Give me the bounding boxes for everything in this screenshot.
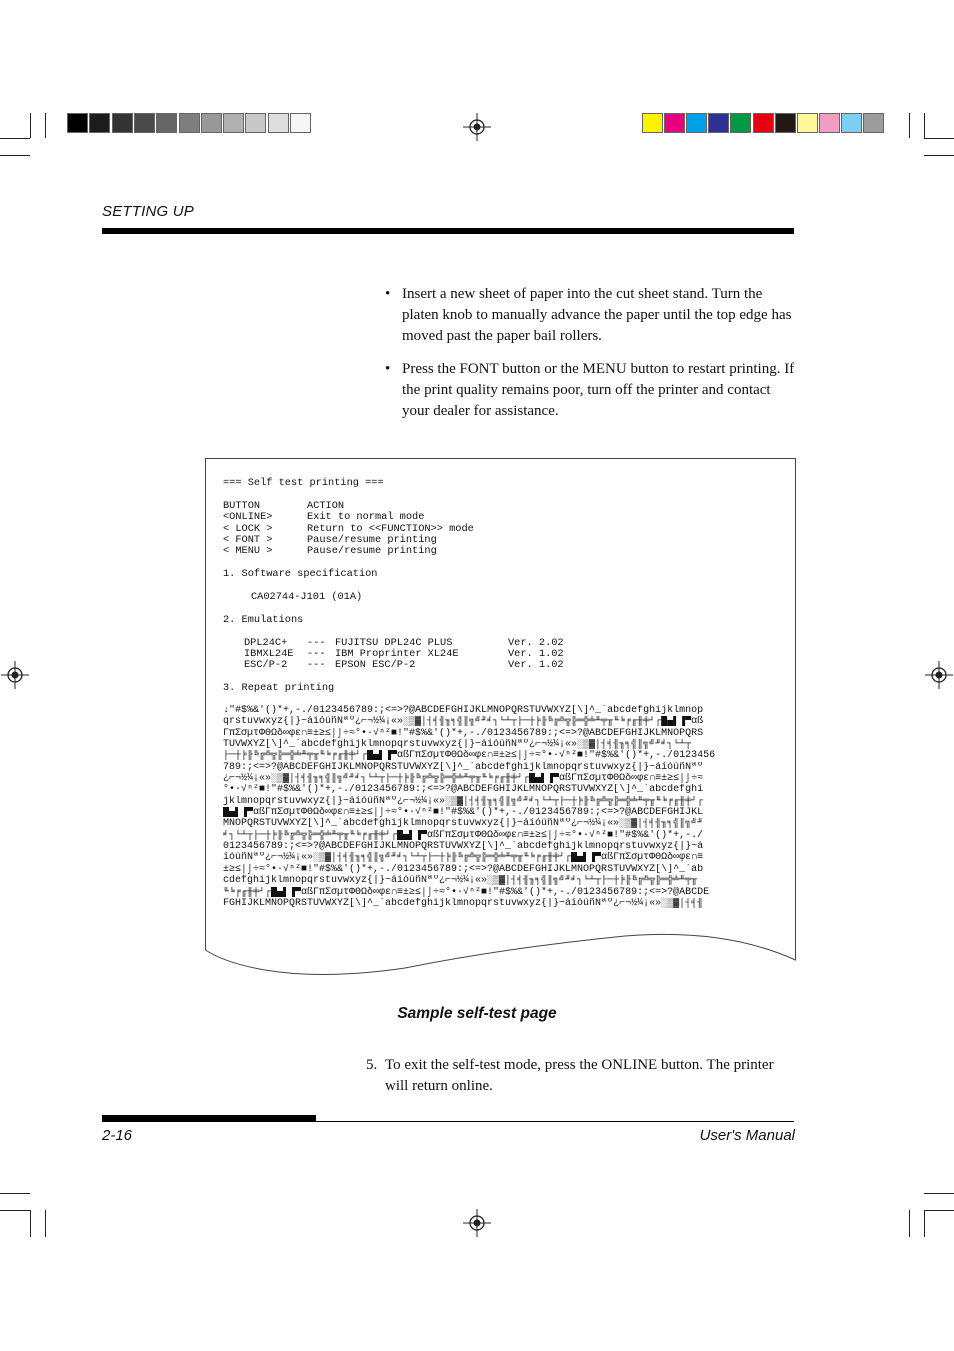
emulation-version: Ver. 2.02 bbox=[508, 637, 564, 649]
emulation-code: DPL24C+ bbox=[244, 637, 288, 649]
color-swatch bbox=[863, 113, 884, 133]
color-swatch bbox=[841, 113, 862, 133]
crop-mark bbox=[924, 1193, 954, 1194]
crop-mark bbox=[924, 1210, 954, 1211]
repeat-printing-line: ╙╘╒╓╫╪┘┌█▄▌▐▀αßΓπΣσµτΦΘΩδ∞φε∩≡±≥≤⌠⌡÷≈°•·√ⁿ²■!"#$%&'()*+,-./0123456789:;<=>?@ABCDE bbox=[223, 886, 710, 898]
crop-mark bbox=[0, 1193, 30, 1194]
crop-mark bbox=[30, 1210, 31, 1237]
repeat-printing-line: cdefghijklmnopqrstuvwxyz{|}~áíóúñÑªº¿⌐¬½¼¡«»░▒▓│┤╡╢╖╕╣║╗╝╜╛┐└┴┬├─┼╞╟╚╔╩╦╠═╬╧╨╤╥ bbox=[223, 875, 698, 887]
repeat-printing-line: qrstuvwxyz{|}~áíóúñÑªº¿⌐¬½¼¡«»░▒▓│┤╡╢╖╕╣║╗╝╜╛┐└┴┬├─┼╞╟╚╔╩╦╠═╬╧╨╤╥╙╘╒╓╫╪┘┌█▄▌▐▀αß bbox=[223, 716, 704, 728]
header-rule bbox=[102, 228, 794, 234]
repeat-printing-line: ├─┼╞╟╚╔╩╦╠═╬╧╨╤╥╙╘╒╓╫╪┘┌█▄▌▐▀αßΓπΣσµτΦΘΩδ∞φε∩≡±≥≤⌠⌡÷≈°•·√ⁿ²■!"#$%&'()*+,-./0123456 bbox=[223, 750, 716, 762]
crop-mark bbox=[924, 138, 954, 139]
repeat-printing-line: íóúñÑªº¿⌐¬½¼¡«»░▒▓│┤╡╢╖╕╣║╗╝╜╛┐└┴┬├─┼╞╟╚╔╩╦╠═╬╧╨╤╥╙╘╒╓╫╪┘┌█▄▌▐▀αßΓπΣσµτΦΘΩδ∞φε∩≡ bbox=[223, 852, 704, 864]
button-label: <ONLINE> bbox=[223, 511, 273, 523]
repeat-printing-line: 789:;<=>?@ABCDEFGHIJKLMNOPQRSTUVWXYZ[\]^_`abcdefghijklmnopqrstuvwxyz{|}~áíóúñÑªº bbox=[223, 761, 704, 773]
color-swatch bbox=[708, 113, 729, 133]
action-label: Pause/resume printing bbox=[307, 534, 437, 546]
self-test-banner: === Self test printing === bbox=[223, 477, 384, 489]
action-label: Pause/resume printing bbox=[307, 545, 437, 557]
color-swatch bbox=[642, 113, 663, 133]
emulation-code: ESC/P-2 bbox=[244, 659, 288, 671]
crop-mark bbox=[0, 1210, 30, 1211]
crop-mark bbox=[45, 1210, 46, 1237]
gray-swatch bbox=[290, 113, 311, 133]
button-label: < FONT > bbox=[223, 534, 273, 546]
list-item bbox=[385, 284, 795, 347]
gray-swatch bbox=[245, 113, 266, 133]
bullet-text: Press the FONT button or the MENU button to restart printing. If the print quality remains poor, turn off the printer and contact your dealer for assistance. bbox=[402, 361, 795, 419]
repeat-printing-line: ╛┐└┴┬├─┼╞╟╚╔╩╦╠═╬╧╨╤╥╙╘╒╓╫╪┘┌█▄▌▐▀αßΓπΣσµτΦΘΩδ∞φε∩≡±≥≤⌠⌡÷≈°•·√ⁿ²■!"#$%&'()*+,-./ bbox=[223, 829, 704, 841]
section-title: SETTING UP bbox=[102, 203, 195, 220]
emulation-name: EPSON ESC/P-2 bbox=[335, 659, 416, 671]
crop-mark bbox=[0, 138, 30, 139]
gray-swatch bbox=[134, 113, 155, 133]
bullet-icon: • bbox=[385, 286, 391, 302]
repeat-printing-line: ↓"#$%&'()*+,-./0123456789:;<=>?@ABCDEFGHIJKLMNOPQRSTUVWXYZ[\]^_`abcdefghijklmnop bbox=[223, 705, 704, 716]
registration-mark-icon bbox=[1, 661, 29, 689]
bullet-list bbox=[385, 284, 795, 434]
registration-mark-icon bbox=[925, 661, 953, 689]
emulation-name: IBM Proprinter XL24E bbox=[335, 648, 459, 660]
color-swatch bbox=[686, 113, 707, 133]
emulation-version: Ver. 1.02 bbox=[508, 648, 564, 660]
repeat-printing-line: ΓπΣσµτΦΘΩδ∞φε∩≡±≥≤⌠⌡÷≈°•·√ⁿ²■!"#$%&'()*+,-./0123456789:;<=>?@ABCDEFGHIJKLMNOPQRS bbox=[223, 727, 704, 739]
color-swatch bbox=[753, 113, 774, 133]
color-swatch bbox=[797, 113, 818, 133]
button-label: < LOCK > bbox=[223, 523, 273, 535]
gray-swatch bbox=[223, 113, 244, 133]
crop-mark bbox=[924, 155, 954, 156]
repeat-printing-line: TUVWXYZ[\]^_`abcdefghijklmnopqrstuvwxyz{|}~áíóúñÑªº¿⌐¬½¼¡«»░▒▓│┤╡╢╖╕╣║╗╝╜╛┐└┴┬ bbox=[223, 739, 692, 751]
button-column-header: BUTTON bbox=[223, 500, 261, 512]
action-column-header: ACTION bbox=[307, 500, 345, 512]
emulations-title: 2. Emulations bbox=[223, 614, 304, 626]
gray-swatch bbox=[112, 113, 133, 133]
gray-swatch bbox=[268, 113, 289, 133]
repeat-printing-line: MNOPQRSTUVWXYZ[\]^_`abcdefghijklmnopqrstuvwxyz{|}~áíóúñÑªº¿⌐¬½¼¡«»░▒▓│┤╡╢╖╕╣║╗╝╜ bbox=[223, 818, 704, 830]
figure-caption: Sample self-test page bbox=[397, 1005, 557, 1022]
crop-mark bbox=[45, 113, 46, 138]
software-version: CA02744-J101 (01A) bbox=[251, 591, 363, 603]
gray-swatch bbox=[201, 113, 222, 133]
repeat-printing-line: ±≥≤⌠⌡÷≈°•·√ⁿ²■!"#$%&'()*+,-./0123456789:;<=>?@ABCDEFGHIJKLMNOPQRSTUVWXYZ[\]^_`ab bbox=[223, 863, 704, 875]
repeat-printing-line: FGHIJKLMNOPQRSTUVWXYZ[\]^_`abcdefghijklmnopqrstuvwxyz{|}~áíóúñÑªº¿⌐¬½¼¡«»░▒▓│┤╡╢ bbox=[223, 897, 704, 909]
crop-mark bbox=[909, 1210, 910, 1237]
step-text: To exit the self-test mode, press the ONLINE button. The printer will return online. bbox=[385, 1057, 774, 1094]
emulation-separator: --- bbox=[307, 637, 326, 649]
emulation-code: IBMXL24E bbox=[244, 648, 294, 660]
gray-swatch bbox=[156, 113, 177, 133]
emulation-version: Ver. 1.02 bbox=[508, 659, 564, 671]
crop-mark bbox=[30, 113, 31, 138]
bullet-text: Insert a new sheet of paper into the cut sheet stand. Turn the platen knob to manually advance the paper until the top edge has moved past the paper bail rollers. bbox=[402, 286, 792, 344]
repeat-printing-title: 3. Repeat printing bbox=[223, 682, 335, 694]
crop-mark bbox=[924, 1210, 925, 1237]
repeat-printing-line: jklmnopqrstuvwxyz{|}~áíóúñÑªº¿⌐¬½¼¡«»░▒▓│┤╡╢╖╕╣║╗╝╜╛┐└┴┬├─┼╞╟╚╔╩╦╠═╬╧╨╤╥╙╘╒╓╫╪┘┌ bbox=[223, 795, 704, 807]
action-label: Exit to normal mode bbox=[307, 511, 425, 523]
button-label: < MENU > bbox=[223, 545, 273, 557]
repeat-printing-line: °•·√ⁿ²■!"#$%&'()*+,-./0123456789:;<=>?@ABCDEFGHIJKLMNOPQRSTUVWXYZ[\]^_`abcdefghi bbox=[223, 784, 704, 796]
software-spec-title: 1. Software specification bbox=[223, 568, 378, 580]
emulation-name: FUJITSU DPL24C PLUS bbox=[335, 637, 453, 649]
action-label: Return to <<FUNCTION>> mode bbox=[307, 523, 474, 535]
repeat-printing-block bbox=[223, 705, 780, 909]
repeat-printing-line: 0123456789:;<=>?@ABCDEFGHIJKLMNOPQRSTUVWXYZ[\]^_`abcdefghijklmnopqrstuvwxyz{|}~á bbox=[223, 841, 704, 853]
footer-rule bbox=[102, 1121, 794, 1122]
color-swatch bbox=[775, 113, 796, 133]
gray-swatch bbox=[179, 113, 200, 133]
repeat-printing-line: █▄▌▐▀αßΓπΣσµτΦΘΩδ∞φε∩≡±≥≤⌠⌡÷≈°•·√ⁿ²■!"#$%&'()*+,-./0123456789:;<=>?@ABCDEFGHIJKL bbox=[223, 807, 704, 819]
bullet-icon: • bbox=[385, 361, 391, 377]
color-swatch bbox=[730, 113, 751, 133]
registration-mark-icon bbox=[463, 113, 491, 141]
list-item bbox=[385, 359, 795, 422]
emulation-separator: --- bbox=[307, 648, 326, 660]
crop-mark bbox=[909, 113, 910, 138]
emulation-separator: --- bbox=[307, 659, 326, 671]
gray-swatch bbox=[67, 113, 88, 133]
crop-mark bbox=[924, 113, 925, 138]
repeat-printing-line: ¿⌐¬½¼¡«»░▒▓│┤╡╢╖╕╣║╗╝╜╛┐└┴┬├─┼╞╟╚╔╩╦╠═╬╧╨╤╥╙╘╒╓╫╪┘┌█▄▌▐▀αßΓπΣσµτΦΘΩδ∞φε∩≡±≥≤⌠⌡÷≈ bbox=[223, 773, 704, 785]
color-swatch bbox=[664, 113, 685, 133]
gray-swatch bbox=[89, 113, 110, 133]
manual-title: User's Manual bbox=[699, 1127, 795, 1144]
crop-mark bbox=[0, 155, 30, 156]
color-swatch bbox=[819, 113, 840, 133]
registration-mark-icon bbox=[463, 1209, 491, 1237]
step-number: 5. bbox=[366, 1057, 378, 1073]
page-number: 2-16 bbox=[102, 1127, 133, 1144]
